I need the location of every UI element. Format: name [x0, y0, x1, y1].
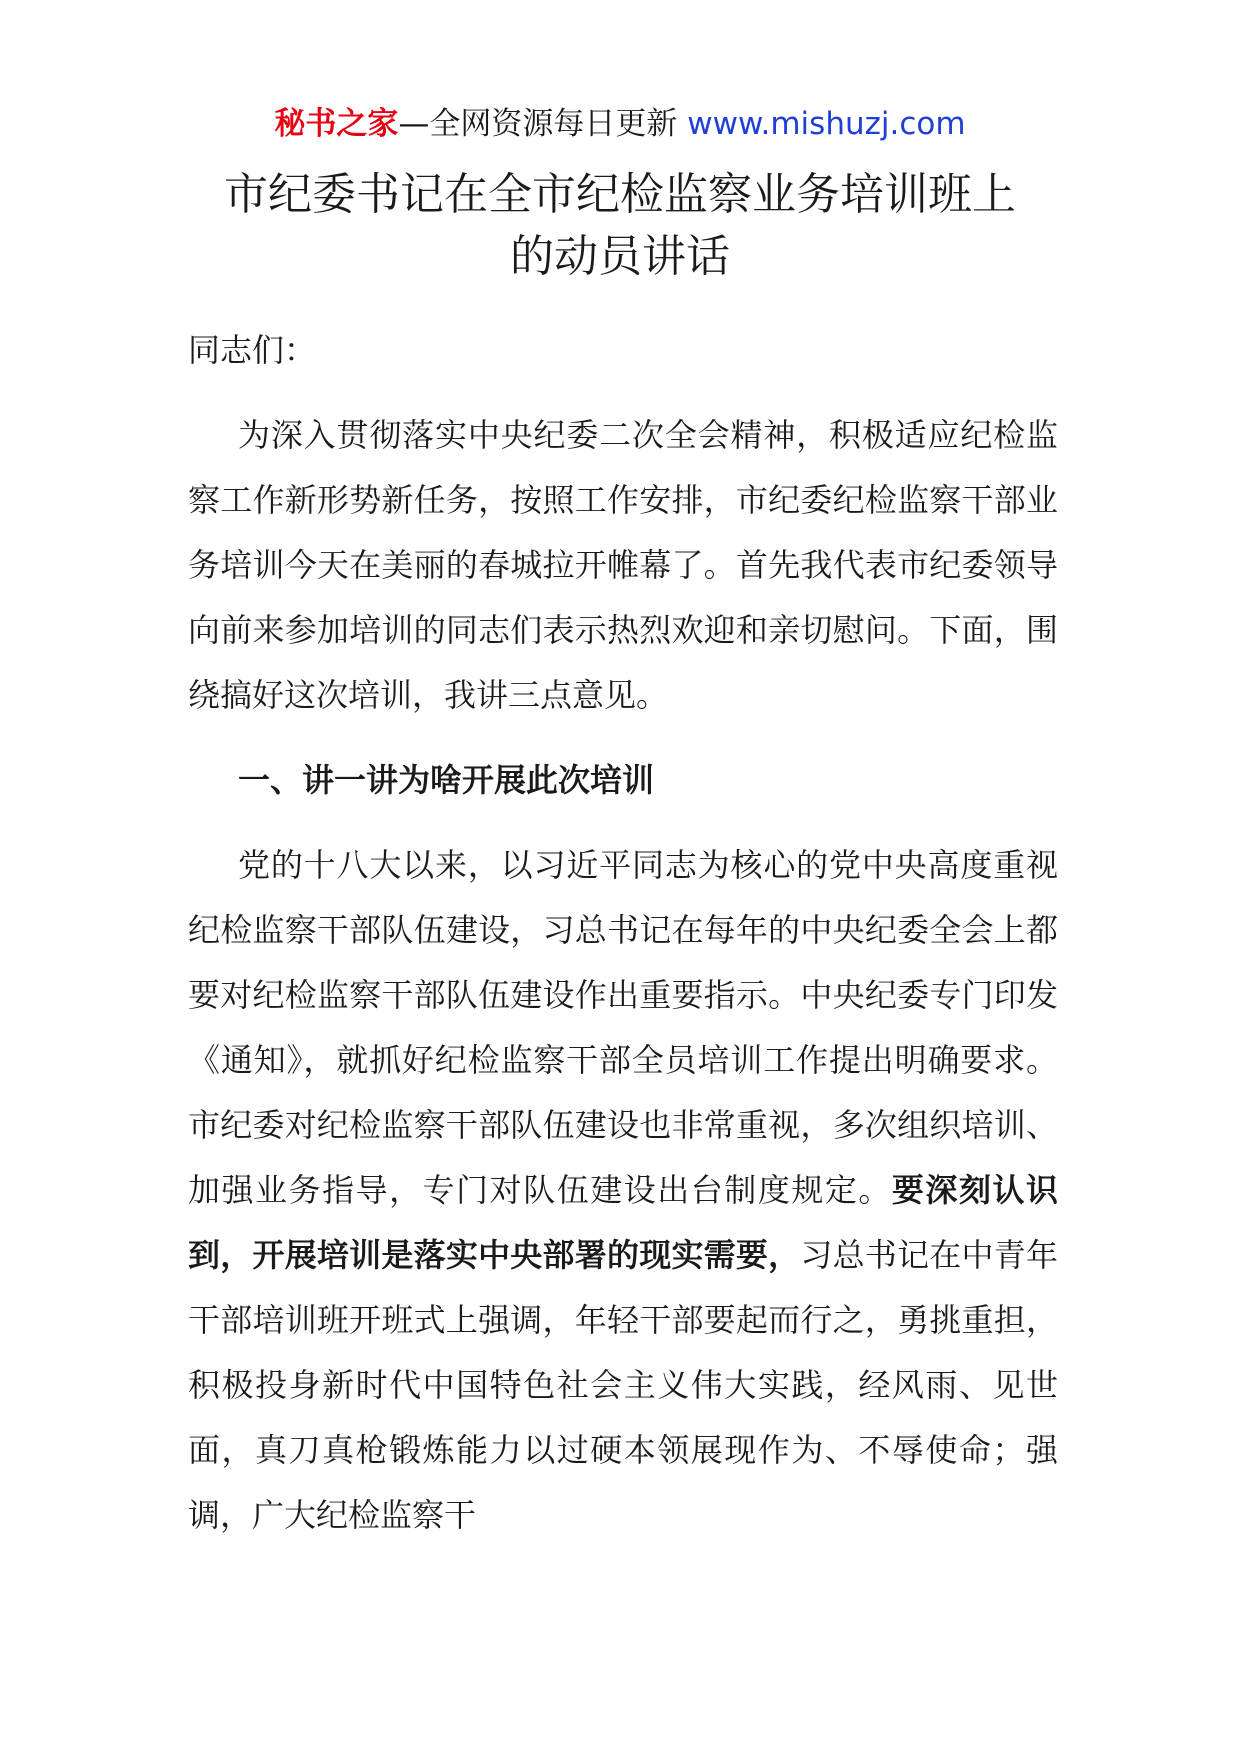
site-banner [0, 104, 1240, 144]
document-title [150, 164, 1090, 288]
title-line-2: 的动员讲话 [510, 231, 730, 282]
section-heading-1: 一、讲一讲为啥开展此次培训 [238, 761, 655, 799]
title-line-1: 市纪委书记在全市纪检监察业务培训班上 [224, 169, 1016, 220]
paragraph-2-text-a: 党的十八大以来，以习近平同志为核心的党中央高度重视纪检监察干部队伍建设，习总书记在每年的中央纪委全会上都要对纪检监察干部队伍建设作出重要指示。中央纪委专门印发《通知》，就抓好纪检监察干部全员培训工作提出明确要求。市纪委对纪检监察干部队伍建设也非常重视，多次组织培训、加强业务指导，专门对队伍建设出台制度规定。 [188, 846, 1058, 1209]
paragraph-2-emphasis: 要深刻认识到，开展培训是落实中央部署的现实需要， [188, 1171, 1058, 1274]
banner-url[interactable]: www.mishuzj.com [687, 106, 966, 142]
banner-brand: 秘书之家 [274, 106, 399, 142]
salutation: 同志们： [188, 331, 317, 369]
banner-tagline: —全网资源每日更新 [398, 106, 678, 142]
paragraph-1: 为深入贯彻落实中央纪委二次全会精神，积极适应纪检监察工作新形势新任务，按照工作安排，市纪委纪检监察干部业务培训今天在美丽的春城拉开帷幕了。首先我代表市纪委领导向前来参加培训的同志们表示热烈欢迎和亲切慰问。下面，围绕搞好这次培训，我讲三点意见。 [188, 416, 1058, 714]
paragraph-2 [188, 833, 1058, 1548]
paragraph-2-text-b: 习总书记在中青年干部培训班开班式上强调，年轻干部要起而行之，勇挑重担，积极投身新时代中国特色社会主义伟大实践，经风雨、见世面，真刀真枪锻炼能力以过硬本领展现作为、不辱使命；强调，广大纪检监察干 [188, 1236, 1058, 1534]
